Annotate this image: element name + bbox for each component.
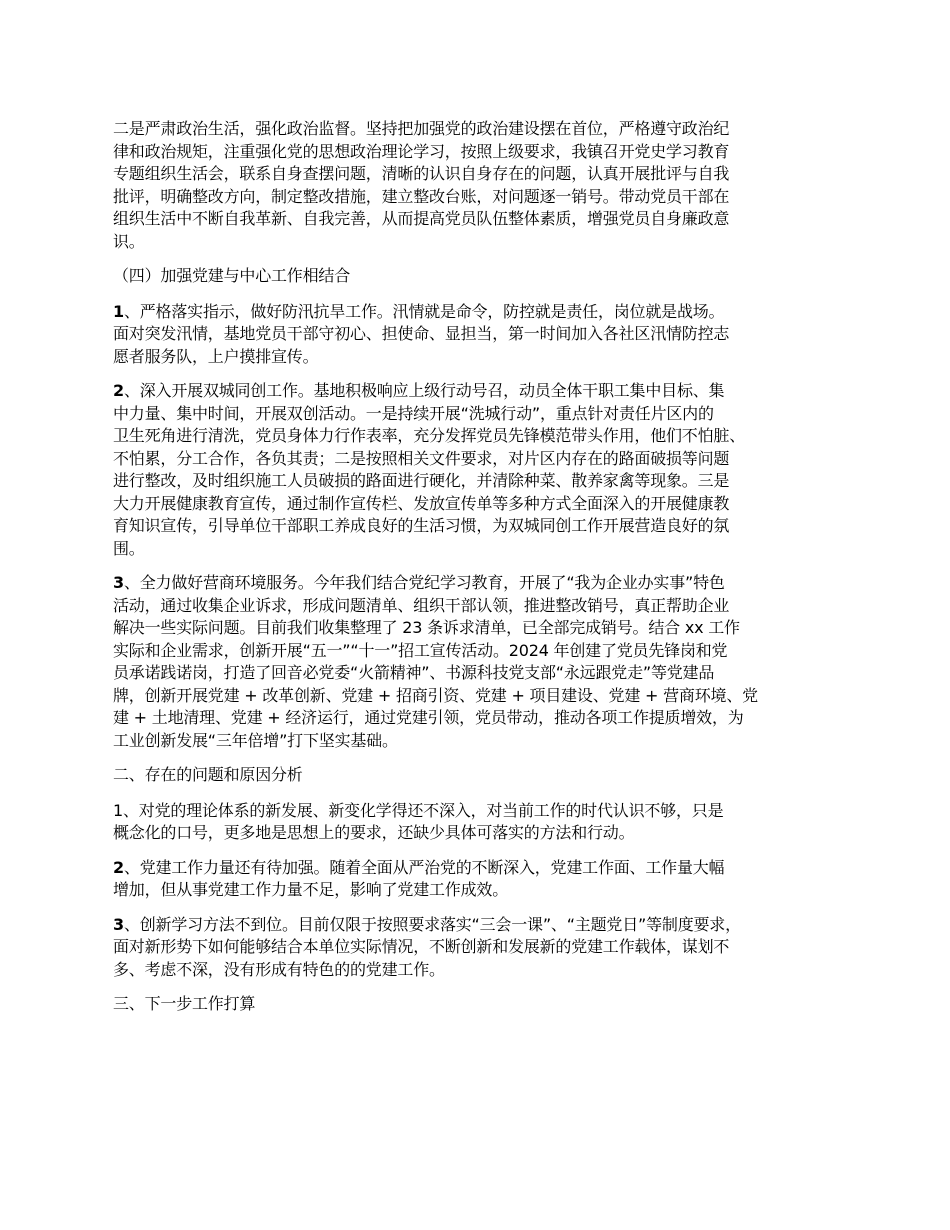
text-line	[113, 380, 840, 403]
line-text: 卫生死角进行清洗，党员身体力行作表率，充分发挥党员先锋模范带头作用，他们不怕脏、	[113, 426, 746, 445]
text-line	[113, 323, 840, 346]
line-text: 二、存在的问题和原因分析	[113, 765, 303, 784]
text-line	[113, 208, 840, 231]
text-line	[113, 448, 840, 471]
text-line	[113, 707, 840, 730]
line-text: 牌，创新开展党建 + 改革创新、党建 + 招商引资、党建 + 项目建设、党建 + 营商环境、党	[113, 685, 758, 705]
item-number: 1	[113, 301, 124, 321]
line-text: 实际和企业需求，创新开展“五一”“十一”招工宣传活动。2024 年创建了党员先锋岗和党	[113, 640, 728, 660]
line-text: 多、考虑不深，没有形成有特色的的党建工作。	[113, 959, 445, 979]
paragraph	[113, 800, 840, 845]
text-line	[113, 730, 840, 753]
paragraph	[113, 914, 840, 982]
text-line	[113, 914, 840, 937]
text-line	[113, 118, 840, 141]
document-body	[113, 118, 840, 1029]
line-text: （四）加强党建与中心工作相结合	[113, 266, 351, 285]
text-line	[113, 301, 840, 324]
line-text: 面对突发汛情，基地党员干部守初心、担使命、显担当，第一时间加入各社区汛情防控志	[113, 324, 730, 343]
line-text: 员承诺践诺岗，打造了回音必党委“火箭精神”、书源科技党支部“永远跟党走”等党建品	[113, 663, 715, 682]
text-line	[113, 186, 840, 209]
text-line	[113, 959, 840, 982]
paragraph	[113, 301, 840, 369]
line-text: 面对新形势下如何能够结合本单位实际情况，不断创新和发展新的党建工作载体，谋划不	[113, 937, 730, 956]
text-line	[113, 800, 840, 823]
text-line	[113, 764, 840, 787]
text-line	[113, 993, 840, 1016]
text-line	[113, 403, 840, 426]
item-number: 2	[113, 381, 124, 400]
line-text: 组织生活中不断自我革新、自我完善，从而提高党员队伍整体素质，增强党员自身廉政意	[113, 209, 730, 228]
line-text: 建 + 土地清理、党建 + 经济运行，通过党建引领，党员带动，推动各项工作提质增效，为	[113, 708, 744, 727]
text-line	[113, 640, 840, 663]
text-line	[113, 617, 840, 640]
line-text: 律和政治规矩，注重强化党的思想政治理论学习，按照上级要求，我镇召开党史学习教育	[113, 141, 730, 161]
section-heading	[113, 993, 840, 1016]
line-text: 二是严肃政治生活，强化政治监督。坚持把加强党的政治建设摆在首位，严格遵守政治纪	[113, 119, 730, 138]
line-text: 、全力做好营商环境服务。今年我们结合党纪学习教育，开展了“我为企业办实事”特色	[123, 573, 725, 592]
section-heading	[113, 265, 840, 288]
text-line	[113, 595, 840, 618]
line-text: 专题组织生活会，联系自身查摆问题，清晰的认识自身存在的问题，认真开展批评与自我	[113, 164, 730, 183]
item-number: 3	[113, 573, 124, 592]
line-text: 、创新学习方法不到位。目前仅限于按照要求落实“三会一课”、“主题党日”等制度要求，	[123, 914, 741, 934]
line-text: 围。	[113, 538, 145, 558]
text-line	[113, 470, 840, 493]
line-text: 活动，通过收集企业诉求，形成问题清单、组织干部认领，推进整改销号，真正帮助企业	[113, 595, 730, 615]
section-heading	[113, 764, 840, 787]
paragraph	[113, 857, 840, 902]
text-line	[113, 231, 840, 254]
item-number: 3	[113, 914, 124, 934]
line-text: 愿者服务队，上户摸排宣传。	[113, 346, 319, 366]
line-text: 批评，明确整改方向，制定整改措施，建立整改台账，对问题逐一销号。带动党员干部在	[113, 186, 730, 206]
line-text: 概念化的口号，更多地是思想上的要求，还缺少具体可落实的方法和行动。	[113, 823, 635, 842]
line-text: 1、对党的理论体系的新发展、新变化学得还不深入，对当前工作的时代认识不够，只是	[113, 800, 724, 820]
line-text: 育知识宣传，引导单位干部职工养成良好的生活习惯，为双城同创工作开展营造良好的氛	[113, 516, 730, 535]
text-line	[113, 879, 840, 902]
text-line	[113, 515, 840, 538]
line-text: 、严格落实指示，做好防汛抗旱工作。汛情就是命令，防控就是责任，岗位就是战场。	[123, 301, 725, 321]
line-text: 识。	[113, 231, 145, 251]
line-text: 中力量、集中时间，开展双创活动。一是持续开展“洗城行动”，重点针对责任片区内的	[113, 403, 714, 423]
line-text: 增加，但从事党建工作力量不足，影响了党建工作成效。	[113, 880, 509, 899]
text-line	[113, 662, 840, 685]
line-text: 大力开展健康教育宣传，通过制作宣传栏、发放宣传单等多种方式全面深入的开展健康教	[113, 493, 730, 513]
paragraph	[113, 118, 840, 253]
text-line	[113, 141, 840, 164]
line-text: 工业创新发展“三年倍增”打下坚实基础。	[113, 730, 398, 750]
paragraph	[113, 380, 840, 560]
text-line	[113, 425, 840, 448]
line-text: 解决一些实际问题。目前我们收集整理了 23 条诉求清单，已全部完成销号。结合 xx 工作	[113, 618, 740, 637]
text-line	[113, 493, 840, 516]
text-line	[113, 163, 840, 186]
text-line	[113, 538, 840, 561]
item-number: 2	[113, 857, 124, 877]
paragraph	[113, 572, 840, 752]
text-line	[113, 822, 840, 845]
line-text: 、党建工作力量还有待加强。随着全面从严治党的不断深入，党建工作面、工作量大幅	[123, 857, 725, 877]
text-line	[113, 265, 840, 288]
text-line	[113, 857, 840, 880]
text-line	[113, 572, 840, 595]
text-line	[113, 346, 840, 369]
line-text: 、深入开展双城同创工作。基地积极响应上级行动号召，动员全体干职工集中目标、集	[123, 381, 725, 400]
line-text: 三、下一步工作打算	[113, 994, 256, 1013]
text-line	[113, 685, 840, 708]
line-text: 不怕累，分工合作，各负其责；二是按照相关文件要求，对片区内存在的路面破损等问题	[113, 448, 730, 468]
line-text: 进行整改，及时组织施工人员破损的路面进行硬化，并清除种菜、散养家禽等现象。三是	[113, 471, 730, 490]
text-line	[113, 936, 840, 959]
